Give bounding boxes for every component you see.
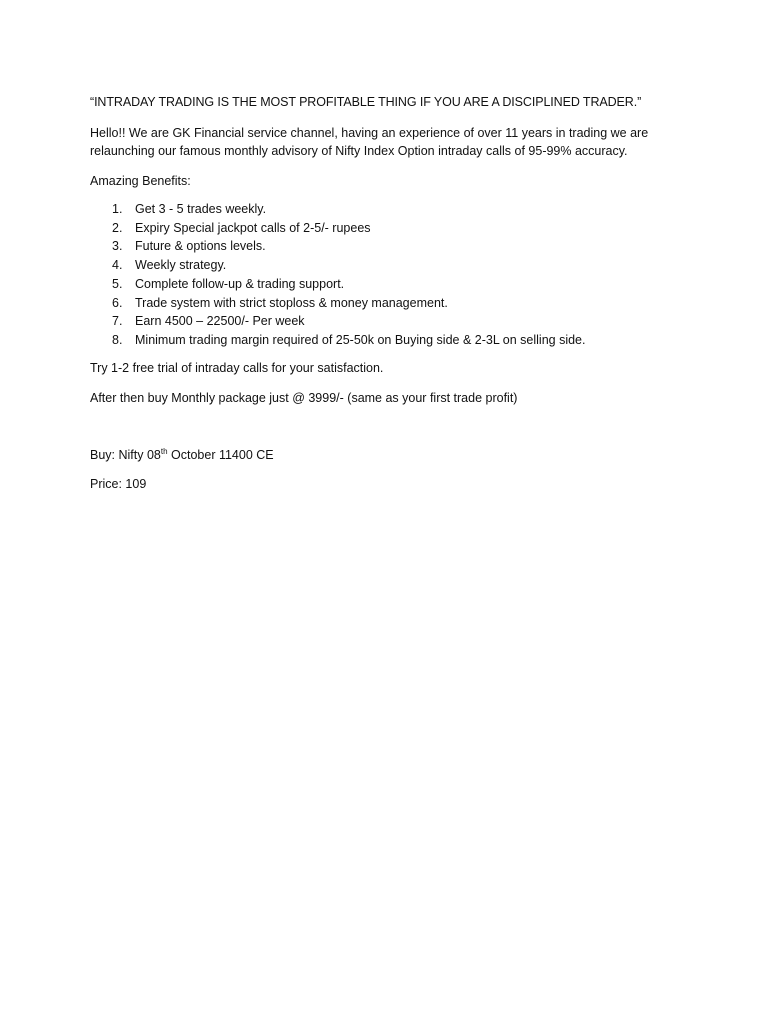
buy-suffix: October 11400 CE [167, 447, 274, 462]
buy-date-superscript: th [160, 446, 168, 456]
list-item-number: 8. [112, 332, 123, 347]
headline-quote: “INTRADAY TRADING IS THE MOST PROFITABLE THING IF YOU ARE A DISCIPLINED TRADER.” [90, 95, 642, 109]
list-item-number: 5. [112, 276, 123, 291]
list-item [90, 331, 690, 350]
free-trial-line: Try 1-2 free trial of intraday calls for your satisfaction. [90, 360, 384, 375]
buy-prefix: Buy: Nifty 08 [90, 447, 161, 462]
list-item [90, 294, 690, 313]
list-item-text: Complete follow-up & trading support. [135, 276, 345, 291]
list-item-text: Get 3 - 5 trades weekly. [135, 202, 267, 216]
list-item-number: 2. [112, 220, 123, 235]
list-item [90, 312, 690, 331]
package-line: After then buy Monthly package just @ 3999/- (same as your first trade profit) [90, 391, 518, 406]
list-item-text: Trade system with strict stoploss & money management. [135, 295, 448, 310]
list-item [90, 219, 690, 238]
list-item-text: Earn 4500 – 22500/- Per week [135, 314, 305, 329]
list-item [90, 256, 690, 275]
buy-line [90, 446, 690, 465]
benefits-heading: Amazing Benefits: [90, 173, 191, 188]
list-item-text: Weekly strategy. [135, 258, 227, 273]
list-item-text: Expiry Special jackpot calls of 2-5/- rupees [135, 220, 371, 235]
list-item-text: Future & options levels. [135, 239, 266, 254]
intro-line-2: relaunching our famous monthly advisory of Nifty Index Option intraday calls of 95-99% accuracy. [90, 144, 628, 158]
intro-paragraph [90, 124, 690, 161]
list-item-number: 6. [112, 295, 123, 310]
list-item [90, 275, 690, 294]
list-item-number: 1. [112, 202, 123, 216]
list-item-text: Minimum trading margin required of 25-50k on Buying side & 2-3L on selling side. [135, 332, 586, 347]
document-body [90, 93, 690, 494]
list-item [90, 200, 690, 219]
list-item [90, 237, 690, 256]
price-line: Price: 109 [90, 477, 147, 492]
list-item-number: 7. [112, 314, 123, 329]
list-item-number: 4. [112, 258, 123, 273]
list-item-number: 3. [112, 239, 123, 254]
benefits-list [90, 200, 690, 350]
intro-line-1: Hello!! We are GK Financial service channel, having an experience of over 11 years in trading we are [90, 125, 649, 140]
